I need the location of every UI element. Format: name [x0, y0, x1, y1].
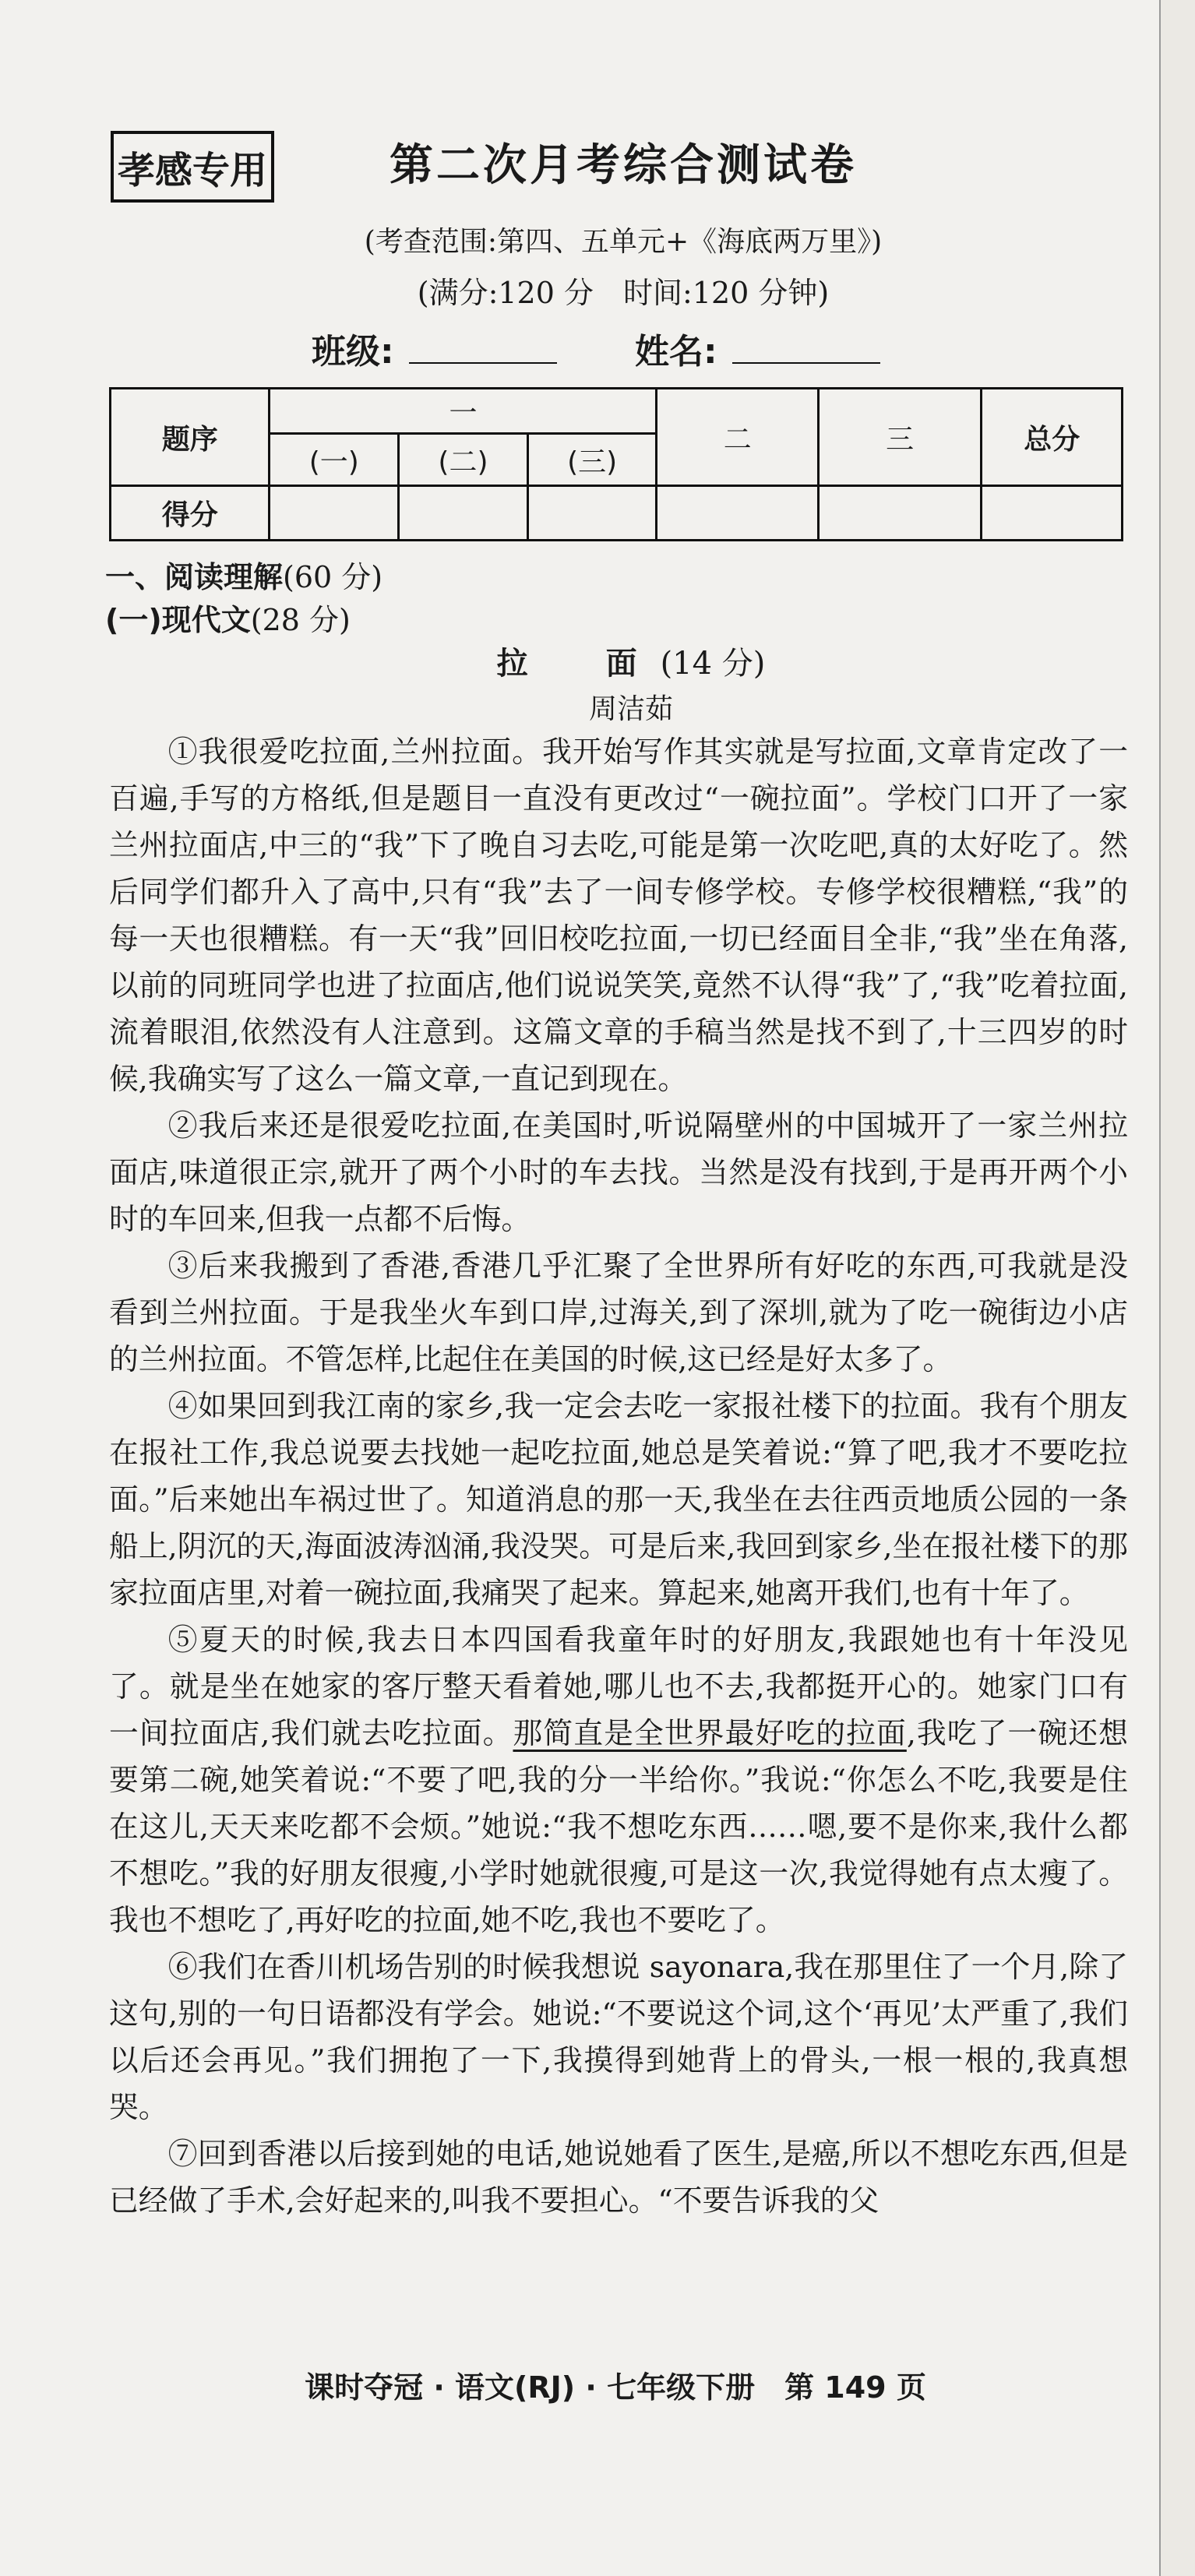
score-cell[interactable]: [657, 486, 818, 541]
header-sub-3: (三): [527, 434, 657, 486]
score-cell[interactable]: [270, 486, 399, 541]
score-cell[interactable]: [982, 486, 1123, 541]
region-badge: 孝感专用: [111, 131, 274, 203]
name-label: 姓名:: [635, 332, 717, 372]
paragraph-2: ②我后来还是很爱吃拉面,在美国时,听说隔壁州的中国城开了一家兰州拉面店,味道很正宗,就开了两个小时的车去找。当然是没有找到,于是再开两个小时的车回来,但我一点都不后悔。: [109, 1108, 1128, 1236]
exam-score-time: (满分:120 分 时间:120 分钟): [417, 276, 830, 310]
article-author: 周洁茹: [588, 693, 673, 725]
paragraph-1: ①我很爱吃拉面,兰州拉面。我开始写作其实就是写拉面,文章肯定改了一百遍,手写的方格纸,但是题目一直没有更改过“一碗拉面”。学校门口开了一家兰州拉面店,中三的“我”下了晚自习去吃,可能是第一次吃吧,真的太好吃了。然后同学们都升入了高中,只有“我”去了一间专修学校。专修学校很糟糕,“我”的每一天也很糟糕。有一天“我”回旧校吃拉面,一切已经面目全非,“我”坐在角落,以前的同班同学也进了拉面店,他们说说笑笑,竟然不认得“我”了,“我”吃着拉面,流着眼泪,依然没有人注意到。这篇文章的手稿当然是找不到了,十三四岁的时候,我确实写了这么一篇文章,一直记到现在。: [109, 735, 1128, 1096]
score-cell[interactable]: [527, 486, 657, 541]
score-cell[interactable]: [818, 486, 981, 541]
exam-scope: (考查范围:第四、五单元+《海底两万里》): [364, 226, 883, 258]
exam-title: 第二次月考综合测试卷: [390, 140, 857, 191]
header-part-one: 一: [270, 389, 657, 434]
section-heading-reading: 一、阅读理解(60 分): [105, 560, 383, 594]
header-sub-1: (一): [270, 434, 399, 486]
header-sub-2: (二): [399, 434, 528, 486]
score-cell[interactable]: [399, 486, 528, 541]
paragraph-3: ③后来我搬到了香港,香港几乎汇聚了全世界所有好吃的东西,可我就是没看到兰州拉面。于是我坐火车到口岸,过海关,到了深圳,就为了吃一碗街边小店的兰州拉面。不管怎样,比起住在美国的时候,这已经是好太多了。: [109, 1249, 1128, 1376]
header-total: 总分: [982, 389, 1123, 486]
header-part-three: 三: [818, 389, 981, 486]
paragraph-6: ⑥我们在香川机场告别的时候我想说 sayonara,我在那里住了一个月,除了这句,别的一句日语都没有学会。她说:“不要说这个词,这个‘再见’太严重了,我们以后还会再见。”我们拥抱了一下,我摸得到她背上的骨头,一根一根的,我真想哭。: [109, 1950, 1128, 2124]
article-title: 拉 面(14 分): [496, 646, 766, 682]
page-footer: 课时夺冠 · 语文(RJ) · 七年级下册 第 149 页: [305, 2370, 926, 2405]
article-body: [109, 728, 1128, 2224]
name-field[interactable]: [732, 362, 880, 364]
section-heading-modern-text: (一)现代文(28 分): [105, 603, 351, 637]
paragraph-4: ④如果回到我江南的家乡,我一定会去吃一家报社楼下的拉面。我有个朋友在报社工作,我总说要去找她一起吃拉面,她总是笑着说:“算了吧,我才不要吃拉面。”后来她出车祸过世了。知道消息的那一天,我坐在去往西贡地质公园的一条船上,阴沉的天,海面波涛汹涌,我没哭。可是后来,我回到家乡,坐在报社楼下的那家拉面店里,对着一碗拉面,我痛哭了起来。算起来,她离开我们,也有十年了。: [109, 1389, 1128, 1610]
score-table: [109, 387, 1123, 541]
header-part-two: 二: [657, 389, 818, 486]
paragraph-7: ⑦回到香港以后接到她的电话,她说她看了医生,是癌,所以不想吃东西,但是已经做了手术,会好起来的,叫我不要担心。“不要告诉我的父: [109, 2137, 1128, 2218]
underlined-sentence: 那简直是全世界最好吃的拉面: [513, 1716, 907, 1750]
class-field[interactable]: [409, 362, 557, 364]
paragraph-5: ⑤夏天的时候,我去日本四国看我童年时的好朋友,我跟她也有十年没见了。就是坐在她家的客厅整天看着她,哪儿也不去,我都挺开心的。她家门口有一间拉面店,我们就去吃拉面。那简直是全世界最好吃的拉面,我吃了一碗还想要第二碗,她笑着说:“不要了吧,我的分一半给你。”我说:“你怎么不吃,我要是住在这儿,天天来吃都不会烦。”她说:“我不想吃东西……嗯,要不是你来,我什么都不想吃。”我的好朋友很瘦,小学时她就很瘦,可是这一次,我觉得她有点太瘦了。我也不想吃了,再好吃的拉面,她不吃,我也不要吃了。: [109, 1623, 1128, 1937]
header-question-number: 题序: [111, 389, 270, 486]
score-row-label: 得分: [111, 486, 270, 541]
class-label: 班级:: [312, 332, 394, 372]
adjacent-page-edge: [1159, 0, 1195, 2576]
